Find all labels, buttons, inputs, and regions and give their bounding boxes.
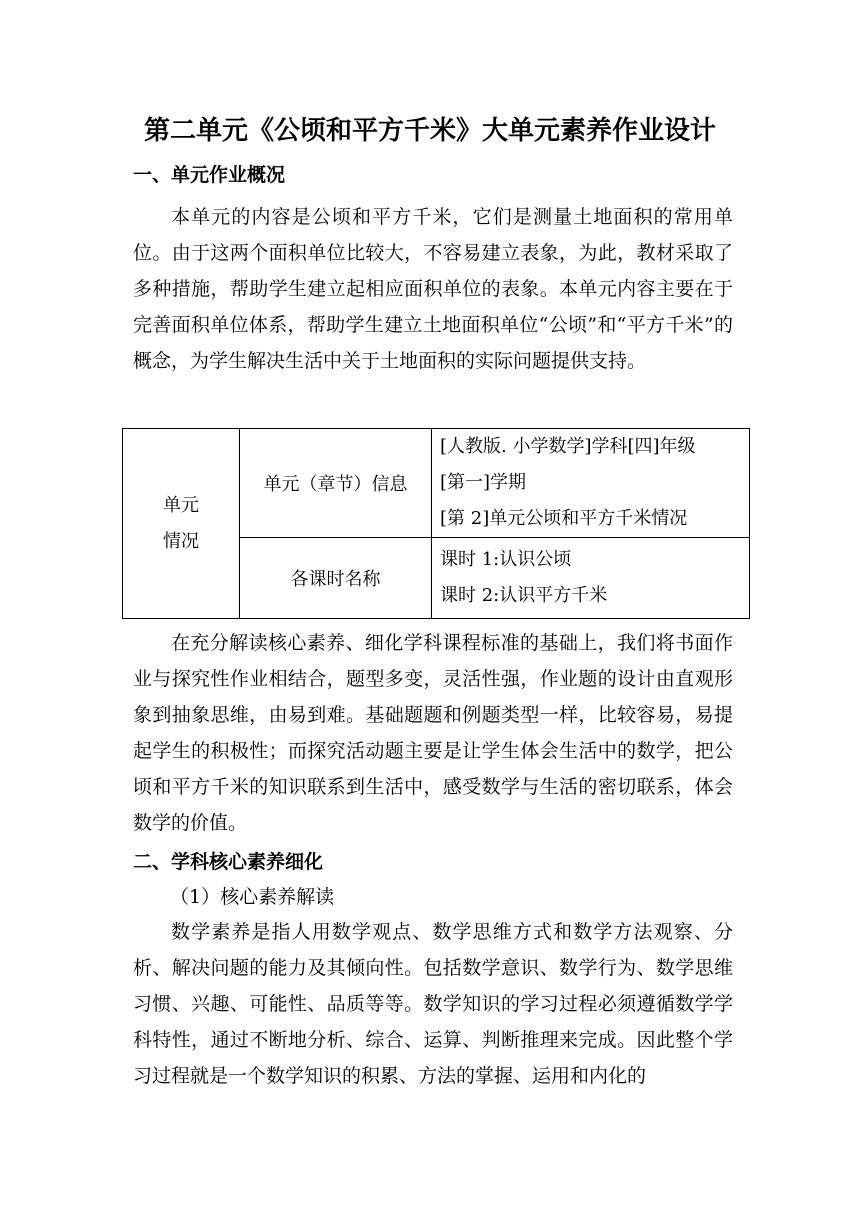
lesson-line: 课时 2:认识平方千米 [440,585,608,606]
subheading-core-literacy: （1）核心素养解读 [170,886,335,908]
info-line: [第一]学期 [440,472,527,493]
design-paragraph: 在充分解读核心素养、细化学科课程标准的基础上，我们将书面作业与探究性作业相结合，题型多变，灵活性强，作业题的设计由直观形象到抽象思维，由易到难。基础题题和例题类型一样，比较容易，易提起学生的积极性；而探究活动题主要是让学生体会生活中的数学，把公顷和平方千米的知识联系到生活中，感受数学与生活的密切联系，体会数学的价值。 [133,632,733,834]
unit-situation-header [123,429,240,619]
unit-info-table [122,428,750,619]
lesson-names-value [432,538,750,619]
section-heading-core-literacy: 二、学科核心素养细化 [133,851,324,873]
chapter-info-label: 单元（章节）信息 [240,429,432,538]
chapter-info-value [432,429,750,538]
overview-paragraph: 本单元的内容是公顷和平方千米，它们是测量土地面积的常用单位。由于这两个面积单位比较大，不容易建立表象，为此，教材采取了多种措施，帮助学生建立起相应面积单位的表象。本单元内容主要在于完善面积单位体系，帮助学生建立土地面积单位“公顷”和“平方千米”的概念，为学生解决生活中关于土地面积的实际问题提供支持。 [133,206,733,372]
header-line: 单元 [163,494,199,516]
lesson-line: 课时 1:认识公顷 [440,549,572,570]
info-line: [第 2]单元公顷和平方千米情况 [440,508,688,529]
table-row [123,429,750,538]
lesson-names-label: 各课时名称 [240,538,432,619]
page-title: 第二单元《公顷和平方千米》大单元素养作业设计 [143,116,716,146]
header-line: 情况 [163,530,199,552]
section-heading-overview: 一、单元作业概况 [133,164,286,186]
info-line: [人教版. 小学数学]学科[四]年级 [440,436,696,457]
core-literacy-paragraph: 数学素养是指人用数学观点、数学思维方式和数学方法观察、分析、解决问题的能力及其倾向性。包括数学意识、数学行为、数学思维习惯、兴趣、可能性、品质等等。数学知识的学习过程必须遵循数学学科特性，通过不断地分析、综合、运算、判断推理来完成。因此整个学习过程就是一个数学知识的积累、方法的掌握、运用和内化的 [133,921,733,1087]
